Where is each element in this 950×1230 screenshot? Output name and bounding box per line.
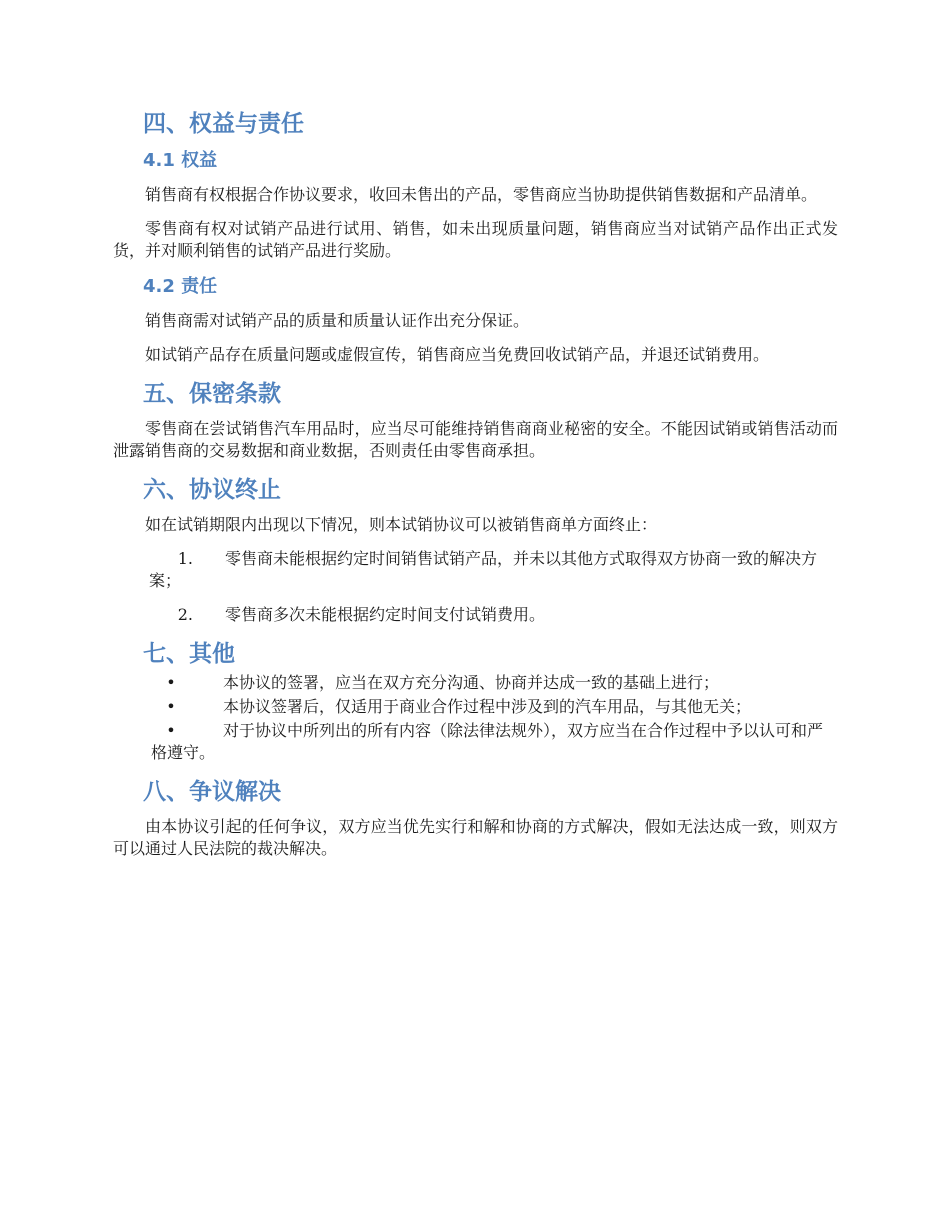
list-number: 2. [177,605,193,624]
list-item-text: 零售商未能根据约定时间销售试销产品，并未以其他方式取得双方协商一致的解决方案； [149,549,818,590]
bullet-icon: • [166,673,176,692]
paragraph-4-2-a: 销售商需对试销产品的质量和质量认证作出充分保证。 [145,311,530,330]
section-4-heading: 四、权益与责任 [143,111,304,137]
other-terms-list [113,672,838,764]
paragraph-5: 零售商在尝试销售汽车用品时，应当尽可能维持销售商商业秘密的安全。不能因试销或销售活动而泄露销售商的交易数据和商业数据，否则责任由零售商承担。 [113,419,838,460]
paragraph-4-1-b: 零售商有权对试销产品进行试用、销售，如未出现质量问题，销售商应当对试销产品作出正式发货，并对顺利销售的试销产品进行奖励。 [113,219,838,260]
section-7-heading: 七、其他 [143,641,235,667]
list-item [151,672,838,694]
list-item-text: 本协议签署后，仅适用于商业合作过程中涉及到的汽车用品，与其他无关； [223,697,752,716]
paragraph-4-2-b: 如试销产品存在质量问题或虚假宣传，销售商应当免费回收试销产品，并退还试销费用。 [145,345,770,364]
document-page [113,108,838,872]
list-item-text: 对于协议中所列出的所有内容（除法律法规外），双方应当在合作过程中予以认可和严格遵守。 [151,721,824,762]
list-number: 1. [177,549,193,568]
section-5-heading: 五、保密条款 [143,381,281,407]
list-item-text: 本协议的签署，应当在双方充分沟通、协商并达成一致的基础上进行； [223,673,720,692]
list-item [149,604,838,626]
section-8-heading: 八、争议解决 [143,779,281,805]
list-item [151,696,838,718]
paragraph-8: 由本协议引起的任何争议，双方应当优先实行和解和协商的方式解决，假如无法达成一致，则双方可以通过人民法院的裁决解决。 [113,817,838,858]
termination-list [113,548,838,626]
list-item [151,720,838,764]
list-item-text: 零售商多次未能根据约定时间支付试销费用。 [225,605,546,624]
subsection-4-2-heading: 4.2 责任 [143,276,218,297]
section-6-heading: 六、协议终止 [143,477,281,503]
paragraph-6-intro: 如在试销期限内出现以下情况，则本试销协议可以被销售商单方面终止： [145,515,658,534]
subsection-4-1-heading: 4.1 权益 [143,150,218,171]
bullet-icon: • [166,721,176,740]
paragraph-4-1-a: 销售商有权根据合作协议要求，收回未售出的产品，零售商应当协助提供销售数据和产品清单。 [145,185,818,204]
bullet-icon: • [166,697,176,716]
list-item [149,548,838,592]
